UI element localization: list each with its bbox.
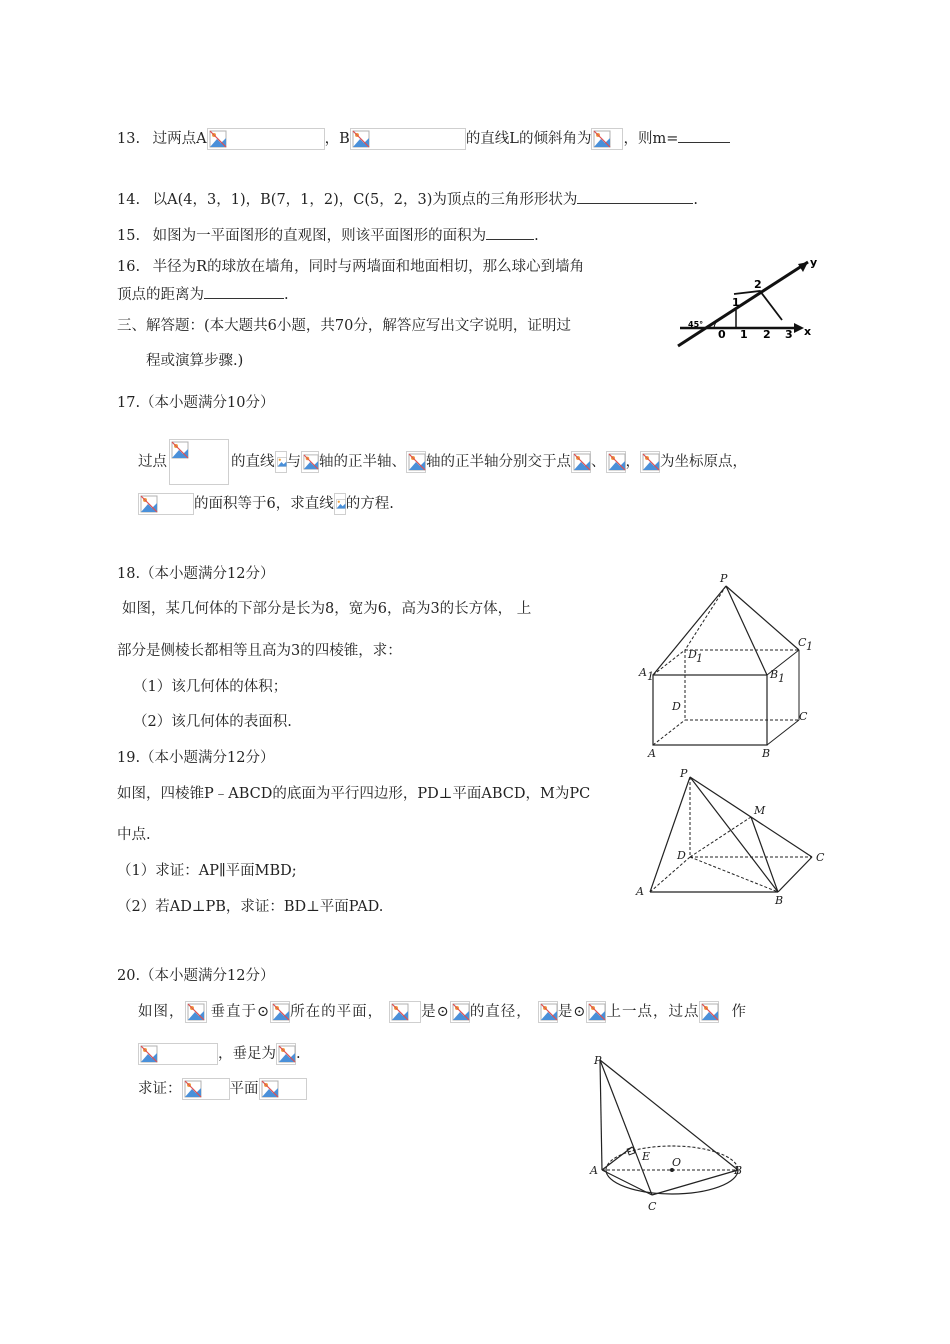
q19-text-2: 中点. bbox=[117, 827, 151, 843]
q18-heading bbox=[117, 564, 275, 584]
q17-t5: 轴的正半轴分别交于点 bbox=[426, 454, 571, 470]
q17-t1: 过点 bbox=[138, 454, 167, 470]
q18-part2 bbox=[133, 712, 292, 732]
q20-line3 bbox=[138, 1078, 307, 1100]
label-C: C bbox=[816, 851, 825, 864]
q19-head: 19.（本小题满分12分） bbox=[117, 750, 275, 766]
q20-t4: 是⊙ bbox=[421, 1004, 450, 1020]
q17-line1 bbox=[138, 439, 747, 485]
q17-t6: 、 bbox=[591, 454, 606, 470]
q19-text-1: 如图，四棱锥P﹣ABCD的底面为平行四边形，PD⊥平面ABCD，M为PC bbox=[117, 786, 591, 802]
broken-image-icon bbox=[301, 451, 319, 473]
q20-t9: ，垂足为 bbox=[218, 1046, 276, 1062]
q20-t5: 的直径， bbox=[469, 1004, 532, 1020]
q20-t7: 上一点，过点 bbox=[606, 1004, 700, 1020]
q16-text-2: 顶点的距离为 bbox=[117, 287, 204, 303]
q16-number: 16. bbox=[117, 259, 141, 275]
broken-image-icon bbox=[699, 1001, 719, 1023]
q13-text-1: 过两点A bbox=[152, 131, 207, 147]
edge-B-C bbox=[767, 720, 799, 745]
label-A: A bbox=[636, 885, 644, 898]
q20-heading bbox=[117, 966, 275, 986]
broken-image-icon bbox=[350, 128, 466, 150]
q13-number: 13. bbox=[117, 131, 141, 147]
label-C: C bbox=[648, 1200, 657, 1213]
q18-text-1: 如图，某几何体的下部分是长为8，宽为6，高为3的长方体， 上 bbox=[122, 601, 532, 617]
label-B1-sub: 1 bbox=[778, 672, 785, 685]
q14 bbox=[117, 189, 698, 210]
tick-0: 0 bbox=[718, 328, 726, 341]
q17-t2: 的直线 bbox=[231, 454, 275, 470]
q18-part1 bbox=[133, 677, 287, 697]
broken-image-icon bbox=[389, 1001, 421, 1023]
broken-image-icon bbox=[275, 451, 287, 473]
q20-t8: 作 bbox=[731, 1004, 747, 1020]
q20-head: 20.（本小题满分12分） bbox=[117, 968, 275, 984]
broken-image-icon bbox=[334, 493, 346, 515]
q18-p1: （1）该几何体的体积； bbox=[133, 679, 288, 695]
label-A: A bbox=[590, 1164, 598, 1177]
q15-number: 15. bbox=[117, 228, 141, 244]
label-C: C bbox=[799, 710, 808, 723]
broken-image-icon bbox=[276, 1043, 296, 1065]
q18-line2 bbox=[117, 641, 402, 661]
broken-image-icon bbox=[538, 1001, 558, 1023]
label-O: O bbox=[672, 1156, 682, 1169]
q18-p2: （2）该几何体的表面积. bbox=[133, 714, 292, 730]
q20-t12: 平面 bbox=[229, 1081, 259, 1097]
label-P: P bbox=[720, 572, 728, 585]
label-B1: B bbox=[770, 668, 779, 681]
q20-t10: . bbox=[296, 1046, 301, 1062]
section-3-line-2: 程或演算步骤.) bbox=[146, 353, 244, 369]
broken-image-icon bbox=[138, 1043, 218, 1065]
label-C1-sub: 1 bbox=[806, 640, 813, 653]
edge-P-B1 bbox=[726, 586, 767, 675]
q15-text: 如图为一平面图形的直观图，则该平面图形的面积为 bbox=[152, 228, 487, 244]
q15 bbox=[117, 225, 539, 246]
broken-image-icon bbox=[640, 451, 660, 473]
broken-image-icon bbox=[259, 1078, 307, 1100]
label-B: B bbox=[775, 894, 784, 907]
section-3-line-1: 三、解答题：(本大题共6小题，共70分，解答应写出文字说明，证明过 bbox=[117, 318, 571, 334]
x-label: x bbox=[804, 325, 812, 338]
label-D: D bbox=[677, 849, 686, 862]
edge-P-D1 bbox=[685, 586, 726, 650]
q19-heading bbox=[117, 748, 275, 768]
point-2-label: 2 bbox=[754, 278, 762, 291]
q13-text-2: ，B bbox=[324, 131, 350, 147]
edge-A1-D1 bbox=[653, 650, 685, 675]
q13-text-4: ，则m= bbox=[623, 131, 679, 147]
q18-head: 18.（本小题满分12分） bbox=[117, 566, 275, 582]
broken-image-icon bbox=[606, 451, 626, 473]
q13 bbox=[117, 128, 730, 150]
edge-CB bbox=[652, 1170, 738, 1195]
q17-t3: 与 bbox=[286, 454, 301, 470]
broken-image-icon bbox=[207, 128, 325, 150]
edge-AC bbox=[602, 1170, 652, 1195]
label-B: B bbox=[762, 747, 771, 760]
q20-t11: 求证： bbox=[138, 1081, 182, 1097]
q20-t2: 垂直于⊙ bbox=[210, 1004, 271, 1020]
q19-p1: （1）求证：AP∥平面MBD; bbox=[117, 863, 297, 879]
x-arrow bbox=[794, 323, 804, 333]
point-1-label: 1 bbox=[732, 296, 740, 309]
q14-number: 14. bbox=[117, 192, 141, 208]
edge-A-D bbox=[653, 720, 685, 745]
y-label: y bbox=[810, 256, 818, 269]
q18-text-2: 部分是侧棱长都相等且高为3的四棱锥，求： bbox=[117, 643, 402, 659]
label-B: B bbox=[734, 1164, 743, 1177]
q19-part1 bbox=[117, 861, 297, 881]
label-A: A bbox=[648, 747, 656, 760]
q20-line1 bbox=[138, 1001, 747, 1023]
box-front-face bbox=[653, 675, 767, 745]
answer-blank bbox=[577, 189, 693, 204]
section-3-heading bbox=[117, 316, 571, 336]
q19-p2: （2）若AD⊥PB，求证：BD⊥平面PAD. bbox=[117, 899, 384, 915]
broken-image-icon bbox=[591, 128, 623, 150]
answer-blank bbox=[678, 128, 730, 143]
q16-text-1: 半径为R的球放在墙角，同时与两墙面和地面相切，那么球心到墙角 bbox=[152, 259, 585, 275]
q17-t9: 的面积等于6，求直线 bbox=[194, 496, 334, 512]
broken-image-icon bbox=[270, 1001, 290, 1023]
q17-head: 17.（本小题满分10分） bbox=[117, 395, 275, 411]
q20-t1: 如图， bbox=[138, 1004, 185, 1020]
broken-image-icon bbox=[450, 1001, 470, 1023]
edge-P-C1 bbox=[726, 586, 799, 650]
tick-2: 2 bbox=[763, 328, 771, 341]
q17-line2 bbox=[138, 493, 394, 515]
q19-part2 bbox=[117, 897, 383, 917]
q17-t8: 为坐标原点， bbox=[660, 454, 747, 470]
figure-18-box-pyramid bbox=[636, 570, 826, 760]
edge-DM bbox=[690, 817, 751, 857]
label-E: E bbox=[642, 1150, 651, 1163]
q20-line2 bbox=[138, 1043, 301, 1065]
answer-blank bbox=[486, 225, 534, 240]
q20-t3: 所在的平面， bbox=[290, 1004, 384, 1020]
label-A1: A bbox=[639, 666, 647, 679]
label-D: D bbox=[672, 700, 681, 713]
q16-line2 bbox=[117, 284, 289, 305]
label-P: P bbox=[680, 767, 688, 780]
tick-3: 3 bbox=[785, 328, 793, 341]
section-3-heading-2 bbox=[146, 351, 243, 371]
label-D1: D bbox=[688, 648, 697, 661]
broken-image-icon bbox=[169, 439, 229, 485]
label-A1-sub: 1 bbox=[647, 670, 654, 683]
broken-image-icon bbox=[586, 1001, 606, 1023]
edge-MB bbox=[751, 817, 778, 892]
q17-heading bbox=[117, 393, 275, 413]
broken-image-icon bbox=[571, 451, 591, 473]
edge-BC bbox=[778, 857, 812, 892]
q13-text-3: 的直线L的倾斜角为 bbox=[465, 131, 592, 147]
q16 bbox=[117, 257, 584, 277]
q20-t6: 是⊙ bbox=[557, 1004, 587, 1020]
q14-text: 以A(4，3，1)，B(7，1，2)，C(5，2，3)为顶点的三角形形状为 bbox=[152, 192, 578, 208]
label-P: P bbox=[594, 1054, 602, 1067]
q16-end: . bbox=[284, 287, 289, 303]
axes-figure bbox=[670, 250, 830, 350]
q17-t7: ， bbox=[625, 454, 640, 470]
q17-t4: 轴的正半轴、 bbox=[319, 454, 406, 470]
broken-image-icon bbox=[182, 1078, 230, 1100]
edge-P-A1 bbox=[653, 586, 726, 675]
broken-image-icon bbox=[406, 451, 426, 473]
tick-1: 1 bbox=[740, 328, 748, 341]
q17-t10: 的方程. bbox=[345, 496, 394, 512]
angle-label: 45° bbox=[688, 320, 704, 329]
q14-end: . bbox=[693, 192, 698, 208]
broken-image-icon bbox=[138, 493, 194, 515]
q19-line2 bbox=[117, 825, 151, 845]
broken-image-icon bbox=[185, 1001, 207, 1023]
edge-PA bbox=[600, 1060, 602, 1170]
q18-line1 bbox=[122, 599, 531, 619]
label-M: M bbox=[754, 804, 766, 817]
q19-line1 bbox=[117, 784, 590, 804]
figure-19-pyramid bbox=[630, 762, 840, 907]
q15-end: . bbox=[534, 228, 539, 244]
answer-blank bbox=[204, 284, 284, 299]
label-D1-sub: 1 bbox=[696, 652, 703, 665]
label-C1: C bbox=[798, 636, 807, 649]
figure-20-circle-cone bbox=[580, 1050, 760, 1220]
